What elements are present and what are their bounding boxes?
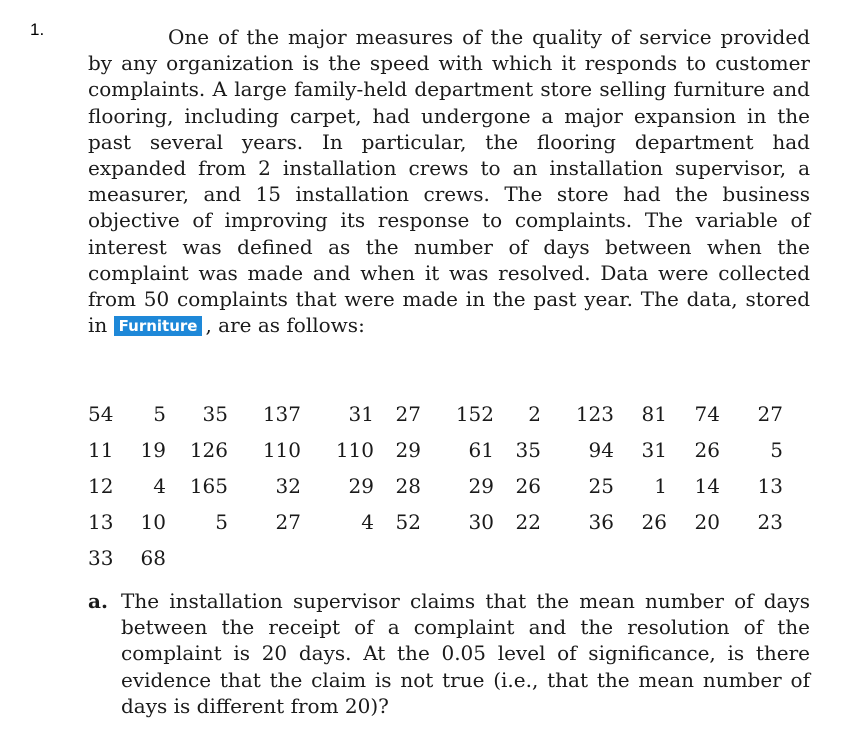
data-cell: 30	[468, 510, 494, 534]
data-cell: 28	[395, 474, 421, 498]
data-cell: 22	[515, 510, 541, 534]
data-cell: 4	[153, 474, 166, 498]
data-row	[88, 402, 783, 438]
data-row	[88, 438, 783, 474]
data-cell: 25	[588, 474, 614, 498]
data-cell: 10	[140, 510, 166, 534]
data-cell: 13	[88, 510, 114, 534]
data-cell: 5	[153, 402, 166, 426]
data-cell: 35	[515, 438, 541, 462]
data-cell: 31	[641, 438, 667, 462]
data-cell: 2	[528, 402, 541, 426]
data-cell: 23	[757, 510, 783, 534]
data-cell: 29	[468, 474, 494, 498]
data-row	[88, 546, 783, 582]
data-cell: 26	[641, 510, 667, 534]
data-cell: 26	[515, 474, 541, 498]
data-cell: 12	[88, 474, 114, 498]
problem-text-before-badge: One of the major measures of the quality of service provided by any organization is the speed with which it responds to customer complaints. A large family-held department store selling furniture and flooring, including carpet, had undergone a major expansion in the past several years. In particular, the flooring department had expanded from 2 installation crews to an installation supervisor, a measurer, and 15 installation crews. The store had the business objective of improving its response to complaints. The variable of interest was defined as the number of days between when the complaint was made and when it was resolved. Data were collected from 50 complaints that were made in the past year. The data, stored in	[88, 25, 810, 338]
data-cell: 5	[770, 438, 783, 462]
problem-text-after-badge: , are as follows:	[205, 313, 365, 338]
data-cell: 33	[88, 546, 114, 570]
part-a-question	[88, 588, 810, 719]
data-cell: 27	[395, 402, 421, 426]
complaint-days-data-table	[88, 402, 783, 582]
data-cell: 26	[694, 438, 720, 462]
problem-statement	[88, 24, 810, 338]
data-cell: 1	[654, 474, 667, 498]
data-cell: 29	[395, 438, 421, 462]
data-cell: 14	[694, 474, 720, 498]
data-cell: 81	[641, 402, 667, 426]
data-cell: 68	[140, 546, 166, 570]
data-cell: 27	[275, 510, 301, 534]
part-a-text: The installation supervisor claims that the mean number of days between the receipt of a complaint and the resolution of the complaint is 20 days. At the 0.05 level of significance, is there evidence that the claim is not true (i.e., that the mean number of days is different from 20)?	[121, 589, 810, 718]
data-cell: 126	[189, 438, 228, 462]
data-cell: 27	[757, 402, 783, 426]
data-cell: 31	[348, 402, 374, 426]
data-cell: 123	[575, 402, 614, 426]
data-cell: 36	[588, 510, 614, 534]
data-cell: 19	[140, 438, 166, 462]
data-cell: 29	[348, 474, 374, 498]
data-cell: 74	[694, 402, 720, 426]
data-row	[88, 474, 783, 510]
data-cell: 52	[395, 510, 421, 534]
data-cell: 32	[275, 474, 301, 498]
furniture-dataset-badge: Furniture	[114, 316, 203, 336]
data-cell: 137	[262, 402, 301, 426]
data-cell: 94	[588, 438, 614, 462]
data-cell: 152	[455, 402, 494, 426]
question-number: 1.	[30, 20, 45, 39]
data-cell: 54	[88, 402, 114, 426]
data-cell: 35	[202, 402, 228, 426]
data-cell: 61	[468, 438, 494, 462]
data-cell: 165	[189, 474, 228, 498]
data-cell: 110	[335, 438, 374, 462]
part-a-label: a.	[88, 589, 108, 613]
data-cell: 20	[694, 510, 720, 534]
data-row	[88, 510, 783, 546]
data-cell: 4	[361, 510, 374, 534]
data-cell: 5	[215, 510, 228, 534]
data-cell: 11	[88, 438, 114, 462]
data-cell: 110	[262, 438, 301, 462]
data-cell: 13	[757, 474, 783, 498]
